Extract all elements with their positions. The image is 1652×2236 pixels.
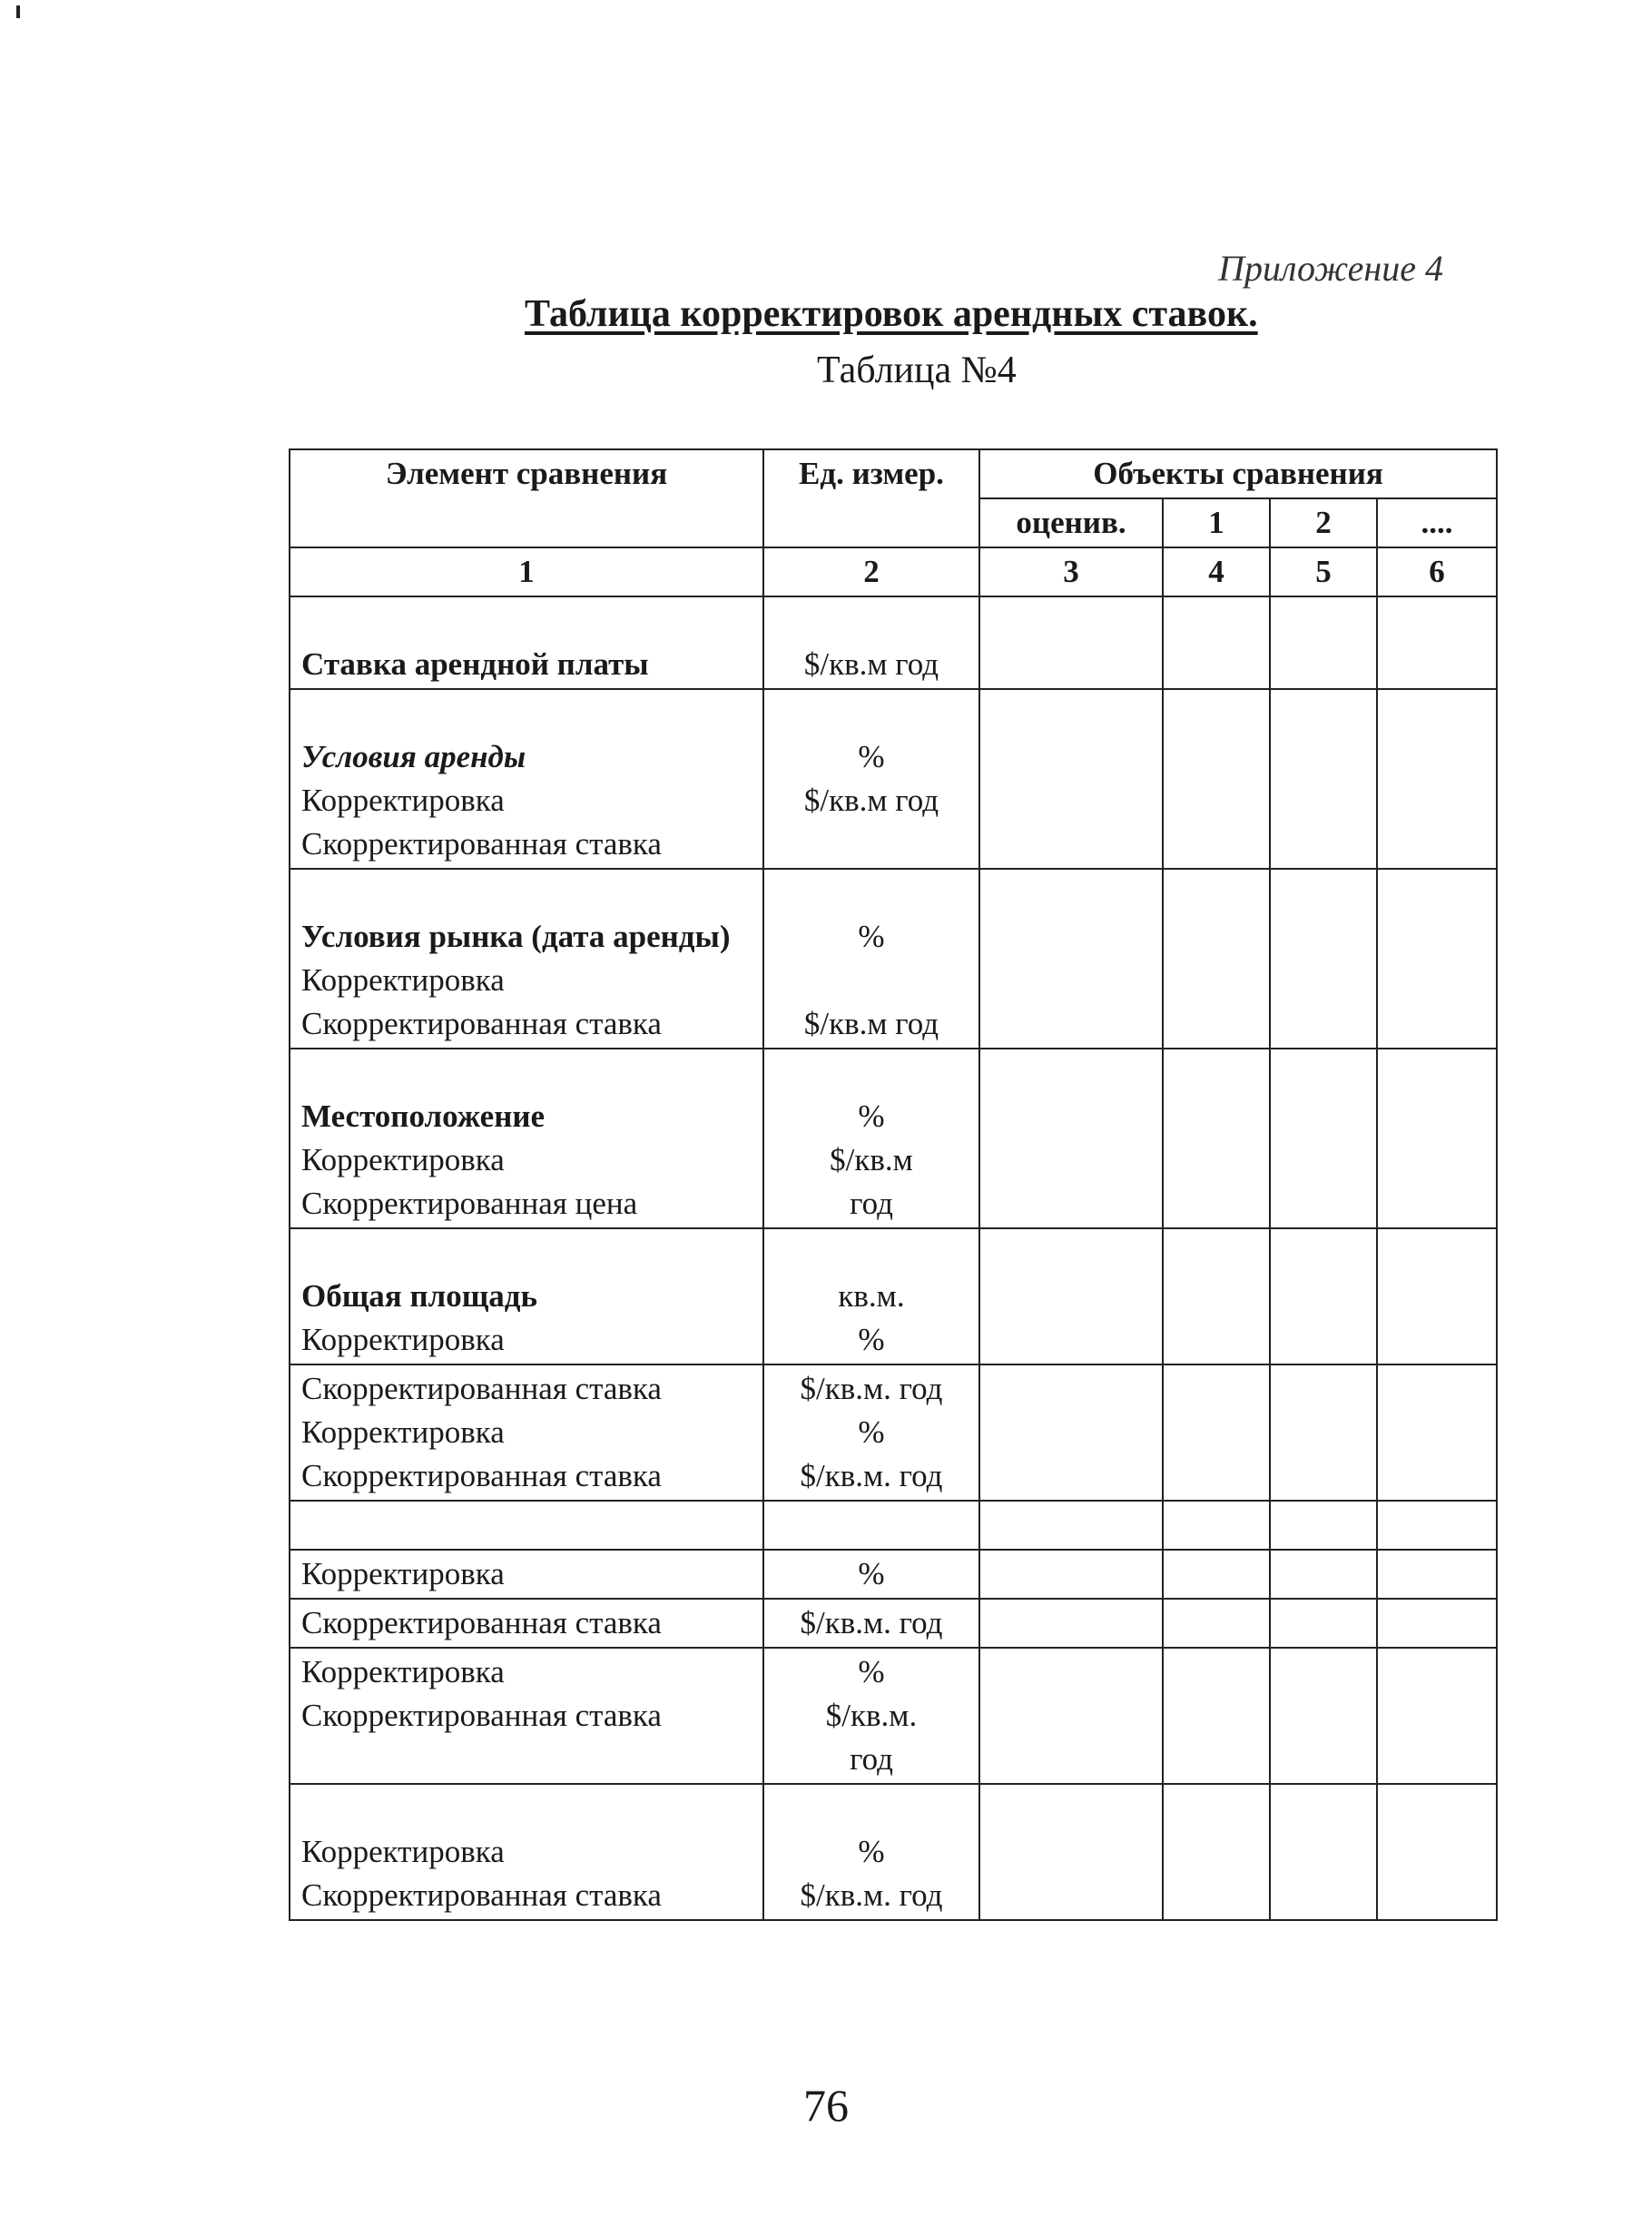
unit-line: $/кв.м год: [803, 1006, 939, 1041]
object-value-cell: [979, 1550, 1163, 1599]
element-line: [301, 1503, 752, 1547]
element-line: Корректировка: [301, 1834, 505, 1869]
unit-line: $/кв.м. год: [800, 1371, 943, 1406]
element-cell: [290, 1648, 763, 1784]
unit-cell: [763, 1648, 979, 1784]
page-mark: [16, 5, 20, 18]
object-value-cell: [1163, 1364, 1270, 1501]
object-value-cell: [979, 1049, 1163, 1228]
object-value-cell: [1270, 1599, 1377, 1648]
element-line: Скорректированная ставка: [301, 1006, 662, 1041]
table-title: Таблица корректировок арендных ставок.: [525, 293, 1258, 335]
unit-cell: [763, 1550, 979, 1599]
object-value-cell: [1163, 689, 1270, 869]
unit-line: [775, 1503, 968, 1547]
table-row: [290, 869, 1497, 1049]
table-row: [290, 1550, 1497, 1599]
header-sub-1: 1: [1163, 498, 1270, 547]
element-line: Корректировка: [301, 962, 505, 998]
element-line: Корректировка: [301, 1322, 505, 1357]
table-row: [290, 1501, 1497, 1550]
element-cell: [290, 1364, 763, 1501]
object-value-cell: [979, 1648, 1163, 1784]
object-value-cell: [979, 1501, 1163, 1550]
object-value-cell: [1270, 596, 1377, 689]
header-objects: Объекты сравнения: [979, 449, 1497, 498]
header-sub-evaluated: оценив.: [979, 498, 1163, 547]
element-line: Скорректированная ставка: [301, 1371, 662, 1406]
table-row: [290, 1049, 1497, 1228]
table-row: [290, 689, 1497, 869]
object-value-cell: [1270, 689, 1377, 869]
object-value-cell: [1163, 596, 1270, 689]
table-row: [290, 1648, 1497, 1784]
object-value-cell: [979, 869, 1163, 1049]
object-value-cell: [1377, 1550, 1497, 1599]
object-value-cell: [1270, 869, 1377, 1049]
unit-line: $/кв.м год: [803, 783, 939, 818]
header-element: Элемент сравнения: [290, 449, 763, 547]
unit-line: %: [858, 1414, 885, 1450]
unit-line: $/кв.м. год: [800, 1458, 943, 1493]
col-number-4: 4: [1163, 547, 1270, 596]
unit-line: %: [858, 1556, 885, 1591]
element-cell: [290, 689, 763, 869]
object-value-cell: [1270, 1784, 1377, 1920]
col-number-6: 6: [1377, 547, 1497, 596]
header-sub-2: 2: [1270, 498, 1377, 547]
unit-line: $/кв.м. год: [800, 1605, 943, 1640]
element-cell: [290, 1501, 763, 1550]
object-value-cell: [1270, 1501, 1377, 1550]
unit-cell: [763, 869, 979, 1049]
unit-cell: [763, 596, 979, 689]
object-value-cell: [979, 1228, 1163, 1364]
element-line: Корректировка: [301, 783, 505, 818]
element-line: Корректировка: [301, 1654, 505, 1689]
object-value-cell: [1270, 1364, 1377, 1501]
element-line: Ставка арендной платы: [301, 646, 649, 682]
object-value-cell: [1270, 1648, 1377, 1784]
table-row: [290, 596, 1497, 689]
element-line: Корректировка: [301, 1142, 505, 1177]
element-line: Общая площадь: [301, 1278, 538, 1314]
element-line: Скорректированная цена: [301, 1186, 638, 1221]
unit-line: %: [858, 1322, 885, 1357]
unit-line: %: [858, 919, 885, 954]
object-value-cell: [1163, 1784, 1270, 1920]
appendix-label: Приложение 4: [1218, 248, 1443, 289]
element-cell: [290, 1228, 763, 1364]
element-cell: [290, 1049, 763, 1228]
object-value-cell: [979, 1599, 1163, 1648]
col-number-5: 5: [1270, 547, 1377, 596]
unit-cell: [763, 1228, 979, 1364]
object-value-cell: [1377, 1501, 1497, 1550]
element-line: Условия рынка (дата аренды): [301, 919, 731, 954]
col-number-3: 3: [979, 547, 1163, 596]
object-value-cell: [1163, 1501, 1270, 1550]
table-row: [290, 1784, 1497, 1920]
object-value-cell: [979, 689, 1163, 869]
object-value-cell: [979, 1784, 1163, 1920]
element-cell: [290, 1599, 763, 1648]
object-value-cell: [979, 596, 1163, 689]
unit-cell: [763, 1364, 979, 1501]
unit-cell: [763, 1599, 979, 1648]
page-number: 76: [803, 2080, 849, 2131]
object-value-cell: [1377, 1599, 1497, 1648]
object-value-cell: [1163, 1550, 1270, 1599]
object-value-cell: [1270, 1228, 1377, 1364]
element-cell: [290, 869, 763, 1049]
unit-cell: [763, 1784, 979, 1920]
object-value-cell: [979, 1364, 1163, 1501]
unit-line: кв.м.: [838, 1278, 905, 1314]
unit-line: $/кв.м. год: [800, 1877, 943, 1913]
unit-cell: [763, 1501, 979, 1550]
object-value-cell: [1163, 1599, 1270, 1648]
unit-line: $/кв.м год: [803, 646, 939, 682]
element-cell: [290, 596, 763, 689]
element-line: Местоположение: [301, 1098, 546, 1134]
object-value-cell: [1163, 1049, 1270, 1228]
unit-cell: [763, 689, 979, 869]
table-row: [290, 1599, 1497, 1648]
header-sub-more: ....: [1377, 498, 1497, 547]
object-value-cell: [1377, 1049, 1497, 1228]
object-value-cell: [1270, 1550, 1377, 1599]
element-line: Скорректированная ставка: [301, 1605, 662, 1640]
element-cell: [290, 1784, 763, 1920]
object-value-cell: [1377, 1364, 1497, 1501]
table-row: [290, 1228, 1497, 1364]
element-line: Корректировка: [301, 1414, 505, 1450]
unit-line: $/кв.м: [830, 1142, 913, 1177]
object-value-cell: [1377, 1784, 1497, 1920]
element-cell: [290, 1550, 763, 1599]
col-number-1: 1: [290, 547, 763, 596]
object-value-cell: [1163, 869, 1270, 1049]
element-line: Скорректированная ставка: [301, 1458, 662, 1493]
unit-line: %: [858, 739, 885, 774]
object-value-cell: [1377, 1648, 1497, 1784]
object-value-cell: [1377, 869, 1497, 1049]
adjustments-table: [289, 448, 1498, 1921]
unit-cell: [763, 1049, 979, 1228]
col-number-2: 2: [763, 547, 979, 596]
header-unit: Ед. измер.: [763, 449, 979, 547]
table-row: [290, 1364, 1497, 1501]
unit-line: $/кв.м.: [825, 1698, 918, 1733]
element-line: Скорректированная ставка: [301, 826, 662, 862]
object-value-cell: [1163, 1228, 1270, 1364]
element-line: Корректировка: [301, 1556, 505, 1591]
unit-line: [775, 959, 968, 1002]
object-value-cell: [1163, 1648, 1270, 1784]
unit-line: %: [858, 1834, 885, 1869]
element-line: Скорректированная ставка: [301, 1877, 662, 1913]
element-line: Скорректированная ставка: [301, 1698, 662, 1733]
unit-line: %: [858, 1098, 885, 1134]
table-number: Таблица №4: [817, 350, 1017, 391]
object-value-cell: [1377, 596, 1497, 689]
unit-line: %: [858, 1654, 885, 1689]
object-value-cell: [1377, 689, 1497, 869]
unit-line: год: [850, 1741, 893, 1777]
element-line: Условия аренды: [301, 739, 526, 774]
object-value-cell: [1270, 1049, 1377, 1228]
object-value-cell: [1377, 1228, 1497, 1364]
unit-line: год: [850, 1186, 893, 1221]
